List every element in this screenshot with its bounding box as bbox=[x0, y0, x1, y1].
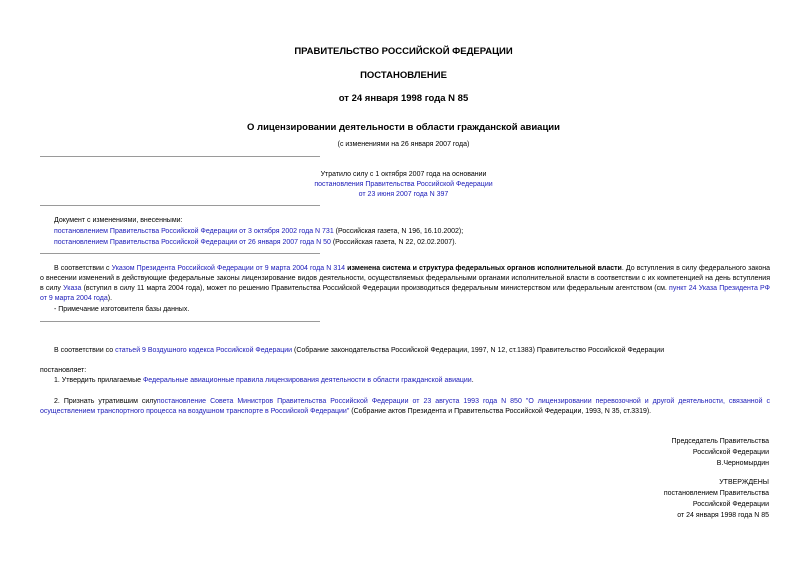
note-text: (вступил в силу 11 марта 2004 года), может по решению Правительства Российской Федерации производиться федеральным министерством или федеральным агентством (см. bbox=[81, 285, 670, 292]
signature-name: В.Черномырдин bbox=[716, 460, 769, 467]
document-date: от 24 января 1998 года N 85 bbox=[338, 93, 469, 104]
note-text: ). bbox=[107, 295, 113, 302]
amendment-source-1: (Российская газета, N 196, 16.10.2002); bbox=[333, 228, 464, 235]
signature-position: Председатель Правительства bbox=[671, 438, 769, 445]
note-text: В соответствии с bbox=[54, 265, 112, 272]
decree-314-link[interactable]: Указом Президента Российской Федерации от 9 марта 2004 года N 314 bbox=[111, 265, 346, 272]
revision-note: (с изменениями на 26 января 2007 года) bbox=[337, 141, 470, 148]
signature-country: Российской Федерации bbox=[692, 449, 769, 456]
aviation-rules-link[interactable]: Федеральные авиационные правила лицензирования деятельности в области гражданской авиации bbox=[142, 377, 472, 384]
item-text: (Собрание актов Президента и Правительства Российской Федерации, 1993, N 35, ст.3319). bbox=[349, 408, 652, 415]
note-text: . До вступления в силу федерального закона о внесении изменений в действующие федеральные законы лицензирование видов деятельности, осуществляемых федеральными органами исполнительной власти в соответствии с их компетенцией на день вступления в силу bbox=[40, 265, 771, 292]
resolution-item-1 bbox=[54, 376, 474, 386]
item-text: . bbox=[471, 377, 474, 384]
amendments-intro: Документ с изменениями, внесенными: bbox=[54, 217, 183, 224]
divider bbox=[40, 205, 320, 206]
approved-label: УТВЕРЖДЕНЫ bbox=[719, 479, 769, 486]
amendment-source-2: (Российская газета, N 22, 02.02.2007). bbox=[330, 239, 457, 246]
item-text: 1. Утвердить прилагаемые bbox=[54, 377, 143, 384]
approved-country: Российской Федерации bbox=[692, 501, 769, 508]
government-name: ПРАВИТЕЛЬСТВО РОССИЙСКОЙ ФЕДЕРАЦИИ bbox=[294, 46, 513, 57]
database-note-source: - Примечание изготовителя базы данных. bbox=[54, 306, 190, 313]
document-title: О лицензировании деятельности в области гражданской авиации bbox=[247, 122, 560, 133]
note-bold-text: изменена система и структура федеральных органов исполнительной власти bbox=[345, 265, 622, 272]
database-note-paragraph bbox=[40, 264, 770, 304]
expired-text: Утратило силу с 1 октября 2007 года на основании bbox=[320, 171, 487, 178]
amendment-item-2 bbox=[54, 238, 456, 248]
amendment-item-1 bbox=[54, 227, 463, 237]
document-type: ПОСТАНОВЛЕНИЕ bbox=[360, 70, 447, 81]
approved-date: от 24 января 1998 года N 85 bbox=[677, 512, 769, 519]
approved-by: постановлением Правительства bbox=[663, 490, 769, 497]
decree-item-24-link[interactable]: пункт 24 Указа Президента РФ от 9 марта 2004 года bbox=[40, 285, 770, 302]
amendment-link-1[interactable]: постановлением Правительства Российской Федерации от 3 октября 2002 года N 731 bbox=[54, 228, 334, 235]
amendment-link-2[interactable]: постановлением Правительства Российской Федерации от 26 января 2007 года N 50 bbox=[54, 239, 331, 246]
item-text: 2. Признать утратившим силу bbox=[54, 398, 157, 405]
decree-link[interactable]: Указа bbox=[63, 285, 82, 292]
divider bbox=[40, 253, 320, 254]
air-code-link[interactable]: статьей 9 Воздушного кодекса Российской Федерации bbox=[115, 347, 293, 354]
legal-basis-paragraph bbox=[54, 346, 664, 356]
resolution-850-link[interactable]: постановление Совета Министров Правительства Российской Федерации от 23 августа 1993 года N 850 "О лицензировании перевозочной и другой деятельности, связанной с осуществлением транспортного процесса на воздушном транспорте в Российской Федерации" bbox=[40, 398, 770, 415]
decides-label: постановляет: bbox=[40, 367, 87, 374]
divider bbox=[40, 321, 320, 322]
resolution-item-2 bbox=[40, 397, 770, 417]
basis-text: (Собрание законодательства Российской Федерации, 1997, N 12, ст.1383) Правительство Российской Федерации bbox=[292, 347, 665, 354]
divider bbox=[40, 156, 320, 157]
expired-link-date[interactable]: от 23 июня 2007 года N 397 bbox=[358, 191, 449, 198]
expired-link[interactable]: постановления Правительства Российской Федерации bbox=[314, 181, 493, 188]
basis-text: В соответствии со bbox=[54, 347, 116, 354]
